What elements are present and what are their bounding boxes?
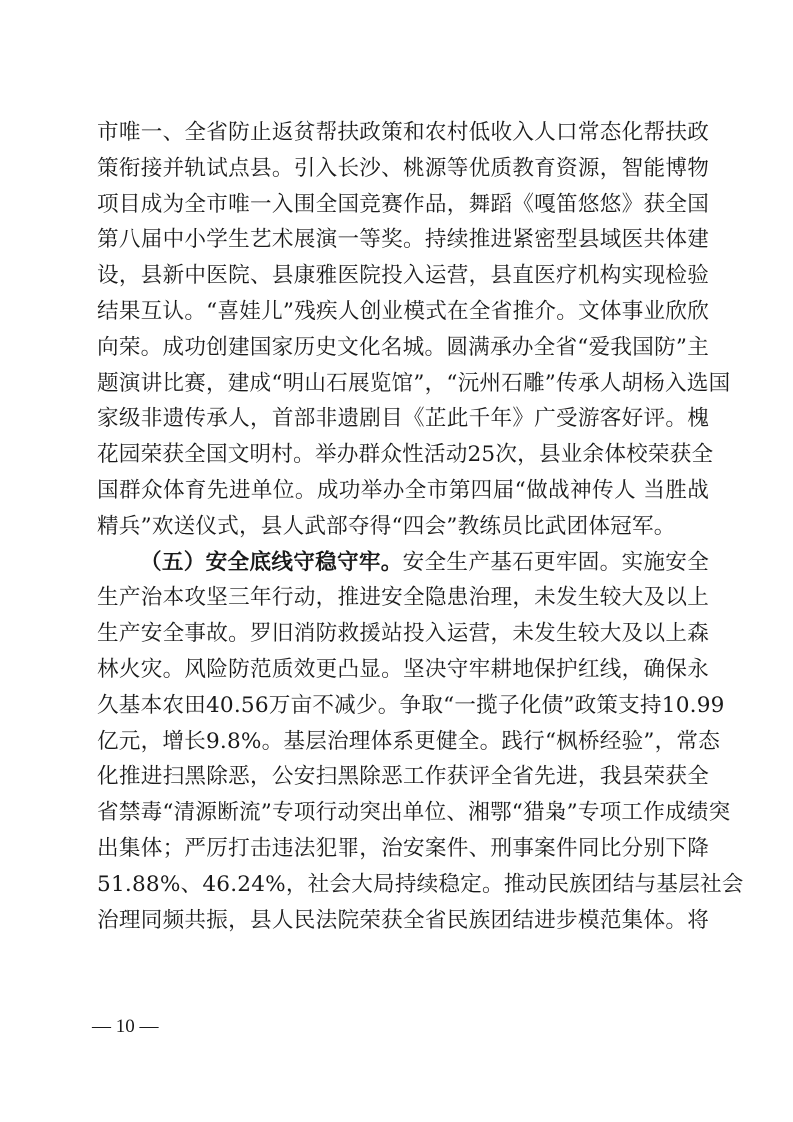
text-line: 生产治本攻坚三年行动，推进安全隐患治理，未发生较大及以上 (97, 585, 709, 611)
text-line: 题演讲比赛，建成“明山石展览馆”，“沅州石雕”传承人胡杨入选国 (97, 370, 731, 396)
text-line: 项目成为全市唯一入围全国竞赛作品，舞蹈《嘎笛悠悠》获全国 (97, 191, 709, 217)
text-line: 向荣。成功创建国家历史文化名城。圆满承办全省“爱我国防”主 (97, 334, 709, 360)
text-line: 设，县新中医院、县康雅医院投入运营，县直医疗机构实现检验 (97, 263, 709, 289)
text-line: 林火灾。风险防范质效更凸显。坚决守牢耕地保护红线，确保永 (97, 656, 709, 682)
text-line: 出集体；严厉打击违法犯罪，治安案件、刑事案件同比分别下降 (97, 835, 709, 861)
text-line: 市唯一、全省防止返贫帮扶政策和农村低收入人口常态化帮扶政 (97, 120, 709, 145)
text-line: 家级非遗传承人，首部非遗剧目《芷此千年》广受游客好评。槐 (97, 406, 709, 432)
text-line: 化推进扫黑除恶，公安扫黑除恶工作获评全省先进，我县荣获全 (97, 764, 709, 790)
text-line: 省禁毒“清源断流”专项行动突出单位、湘鄂“猎枭”专项工作成绩突 (97, 800, 731, 826)
page-number: — 10 — (92, 1016, 159, 1037)
text-line: 亿元，增长9.8%。基层治理体系更健全。践行“枫桥经验”，常态 (97, 728, 720, 754)
section-5-first-line-text: 安全生产基石更牢固。实施安全 (402, 549, 709, 575)
section-5-heading: （五）安全底线守稳守牢。 (140, 549, 403, 575)
text-line: 51.88%、46.24%，社会大局持续稳定。推动民族团结与基层社会 (97, 871, 744, 897)
text-line: 第八届中小学生艺术展演一等奖。持续推进紧密型县域医共体建 (97, 227, 709, 253)
text-line: 结果互认。“喜娃儿”残疾人创业模式在全省推介。文体事业欣欣 (97, 298, 709, 324)
text-line: 策衔接并轨试点县。引入长沙、桃源等优质教育资源，智能博物 (97, 155, 709, 181)
section-5-first-line (97, 545, 709, 581)
text-line: 久基本农田40.56万亩不减少。争取“一揽子化债”政策支持10.99 (97, 692, 725, 718)
body-text (97, 115, 744, 938)
text-line: 国群众体育先进单位。成功举办全市第四届“做战神传人 当胜战 (97, 477, 709, 503)
text-line: 精兵”欢送仪式，县人武部夺得“四会”教练员比武团体冠军。 (97, 513, 676, 539)
text-line: 生产安全事故。罗旧消防救援站投入运营，未发生较大及以上森 (97, 621, 709, 647)
text-line: 花园荣获全国文明村。举办群众性活动25次，县业余体校荣获全 (97, 442, 714, 468)
text-line: 治理同频共振，县人民法院荣获全省民族团结进步模范集体。将 (97, 907, 709, 933)
